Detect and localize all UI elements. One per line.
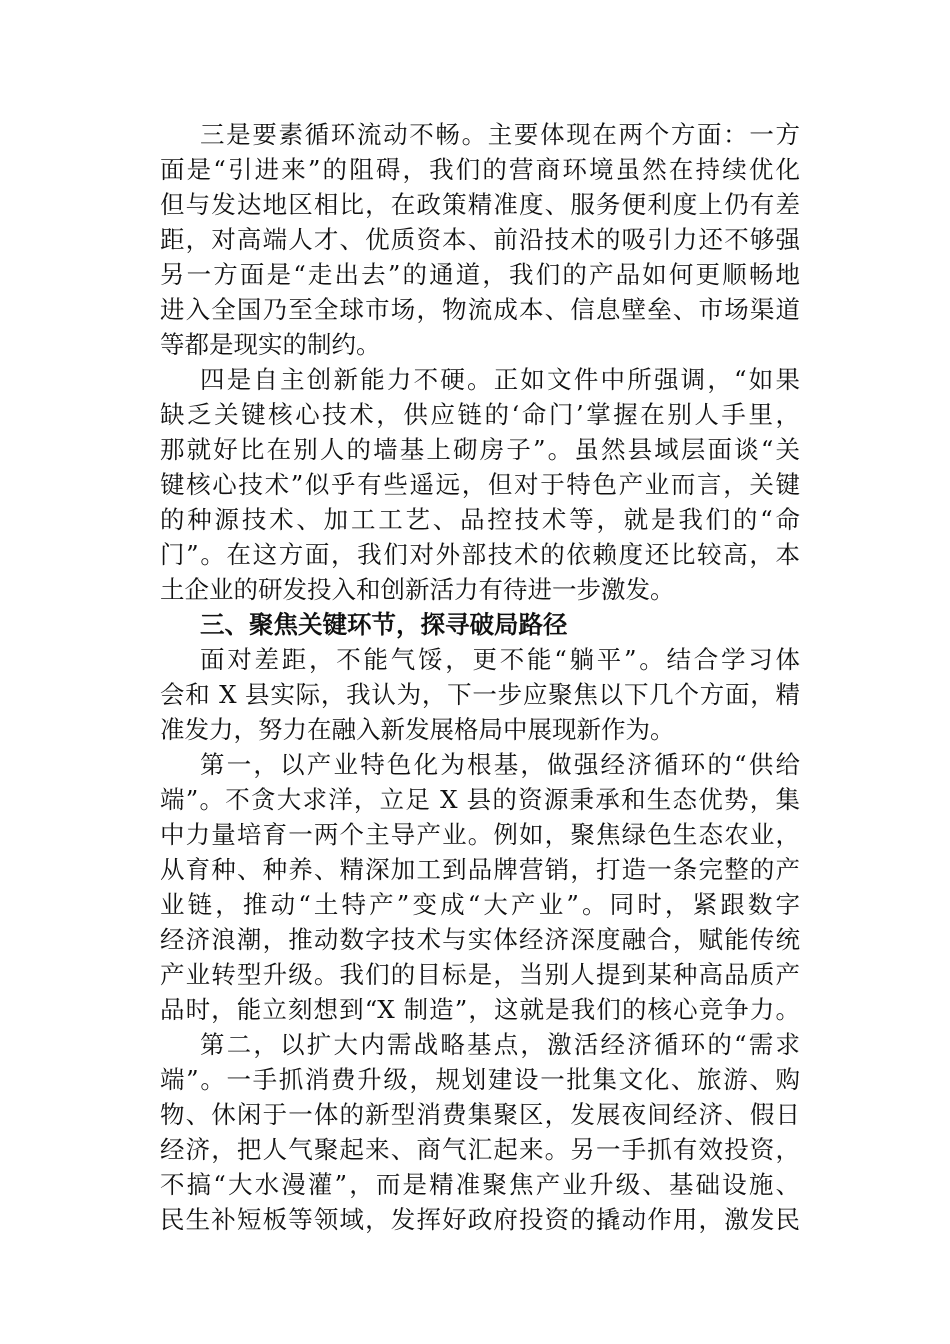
paragraph-line: 但与发达地区相比，在政策精准度、服务便利度上仍有差 — [160, 190, 800, 219]
paragraph-line: 键核心技术”似乎有些遥远，但对于特色产业而言，关键 — [160, 470, 800, 499]
paragraph-line: 另一方面是“走出去”的通道，我们的产品如何更顺畅地 — [160, 260, 800, 289]
paragraph-line: 三是要素循环流动不畅。主要体现在两个方面：一方 — [200, 120, 800, 149]
paragraph-line: 品时，能立刻想到“X 制造”，这就是我们的核心竞争力。 — [160, 995, 800, 1024]
paragraph-line: 业链，推动“土特产”变成“大产业”。同时，紧跟数字 — [160, 890, 800, 919]
paragraph-line: 那就好比在别人的墙基上砌房子”。虽然县域层面谈“关 — [160, 435, 800, 464]
paragraph-line: 第一，以产业特色化为根基，做强经济循环的“供给 — [200, 750, 800, 779]
section-heading: 三、聚焦关键环节，探寻破局路径 — [200, 610, 568, 639]
paragraph-line: 端”。不贪大求洋，立足 X 县的资源秉承和生态优势，集 — [160, 785, 800, 814]
paragraph-line: 端”。一手抓消费升级，规划建设一批集文化、旅游、购 — [160, 1065, 800, 1094]
paragraph-line: 土企业的研发投入和创新活力有待进一步激发。 — [160, 575, 675, 604]
paragraph-line: 产业转型升级。我们的目标是，当别人提到某种高品质产 — [160, 960, 800, 989]
paragraph-line: 经济浪潮，推动数字技术与实体经济深度融合，赋能传统 — [160, 925, 800, 954]
paragraph-line: 门”。在这方面，我们对外部技术的依赖度还比较高，本 — [160, 540, 800, 569]
paragraph-line: 从育种、种养、精深加工到品牌营销，打造一条完整的产 — [160, 855, 800, 884]
paragraph-line: 第二，以扩大内需战略基点，激活经济循环的“需求 — [200, 1030, 800, 1059]
paragraph-line: 不搞“大水漫灌”，而是精准聚焦产业升级、基础设施、 — [160, 1170, 800, 1199]
paragraph-line: 经济，把人气聚起来、商气汇起来。另一手抓有效投资， — [160, 1135, 800, 1164]
paragraph-line: 准发力，努力在融入新发展格局中展现新作为。 — [160, 715, 675, 744]
paragraph-line: 缺乏关键核心技术，供应链的‘命门’掌握在别人手里， — [160, 400, 800, 429]
paragraph-line: 四是自主创新能力不硬。正如文件中所强调，“如果 — [200, 365, 800, 394]
paragraph-line: 进入全国乃至全球市场，物流成本、信息壁垒、市场渠道 — [160, 295, 800, 324]
paragraph-line: 民生补短板等领域，发挥好政府投资的撬动作用，激发民 — [160, 1205, 800, 1234]
paragraph-line: 面是“引进来”的阻碍，我们的营商环境虽然在持续优化 — [160, 155, 800, 184]
paragraph-line: 会和 X 县实际，我认为，下一步应聚焦以下几个方面，精 — [160, 680, 800, 709]
paragraph-line: 中力量培育一两个主导产业。例如，聚焦绿色生态农业， — [160, 820, 800, 849]
paragraph-line: 距，对高端人才、优质资本、前沿技术的吸引力还不够强 — [160, 225, 800, 254]
paragraph-line: 等都是现实的制约。 — [160, 330, 381, 359]
paragraph-line: 面对差距，不能气馁，更不能“躺平”。结合学习体 — [200, 645, 800, 674]
paragraph-line: 物、休闲于一体的新型消费集聚区，发展夜间经济、假日 — [160, 1100, 800, 1129]
paragraph-line: 的种源技术、加工工艺、品控技术等，就是我们的“命 — [160, 505, 800, 534]
